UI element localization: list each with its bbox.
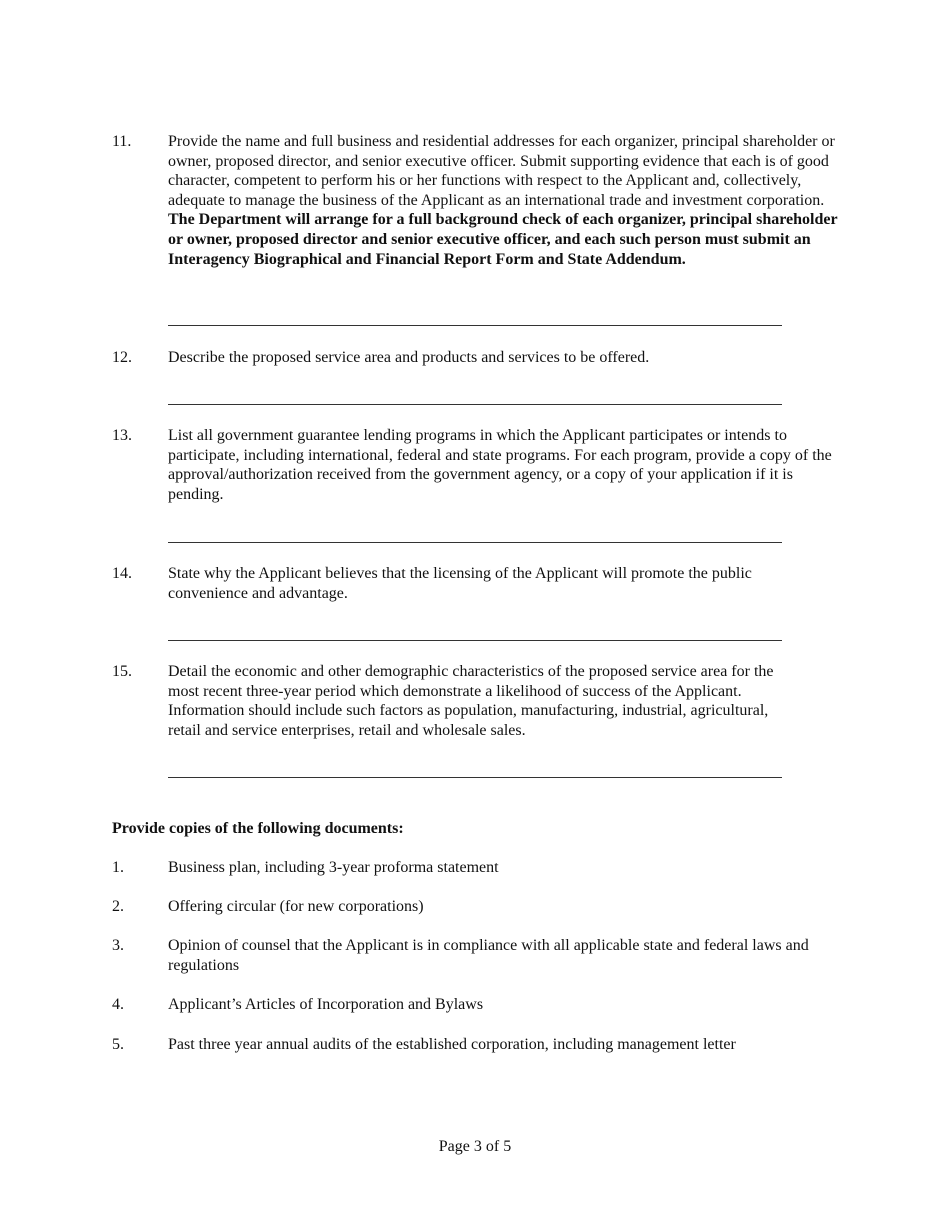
question-item bbox=[112, 132, 842, 269]
answer-line bbox=[168, 640, 782, 641]
document-number: 3. bbox=[112, 937, 124, 954]
answer-line bbox=[168, 325, 782, 326]
question-item bbox=[112, 348, 842, 368]
question-item bbox=[112, 564, 842, 603]
question-text: State why the Applicant believes that the licensing of the Applicant will promote the public convenience and advantage. bbox=[168, 565, 752, 602]
question-number: 15. bbox=[112, 663, 132, 680]
document-item bbox=[112, 936, 842, 975]
answer-line bbox=[168, 404, 782, 405]
question-item bbox=[112, 426, 842, 504]
question-number: 14. bbox=[112, 565, 132, 582]
document-item bbox=[112, 897, 842, 917]
answer-line bbox=[168, 777, 782, 778]
document-text: Past three year annual audits of the established corporation, including management letter bbox=[168, 1036, 736, 1053]
question-body: Provide the name and full business and residential addresses for each organizer, principal shareholder or owner, proposed director, and senior executive officer. Submit supporting evidence that each is of good character, competent to perform his or her functions with respect to the Applicant and, collectively, adequate to manage the business of the Applicant as an international trade and investment corporation. bbox=[168, 133, 835, 209]
question-text: Describe the proposed service area and products and services to be offered. bbox=[168, 349, 650, 366]
document-number: 2. bbox=[112, 898, 124, 915]
question-text: Detail the economic and other demographic characteristics of the proposed service area for the most recent three-year period which demonstrate a likelihood of success of the Applicant. Information should include such factors as population, manufacturing, industrial, agricultural, retail and service enterprises, retail and wholesale sales. bbox=[168, 663, 774, 739]
document-text: Offering circular (for new corporations) bbox=[168, 898, 424, 915]
question-item bbox=[112, 662, 842, 740]
document-text: Applicant’s Articles of Incorporation and Bylaws bbox=[168, 996, 484, 1013]
documents-heading: Provide copies of the following documents: bbox=[112, 820, 404, 837]
document-text: Opinion of counsel that the Applicant is in compliance with all applicable state and federal laws and regulations bbox=[168, 937, 809, 974]
question-text bbox=[168, 132, 844, 269]
document-number: 5. bbox=[112, 1036, 124, 1053]
document-text: Business plan, including 3-year proforma statement bbox=[168, 859, 499, 876]
document-item bbox=[112, 858, 842, 878]
answer-line bbox=[168, 542, 782, 543]
document-number: 1. bbox=[112, 859, 124, 876]
question-number: 12. bbox=[112, 349, 132, 366]
document-number: 4. bbox=[112, 996, 124, 1013]
document-item bbox=[112, 1035, 842, 1055]
question-text: List all government guarantee lending programs in which the Applicant participates or intends to participate, including international, federal and state programs. For each program, provide a copy of the approval/authorization received from the government agency, or a copy of your application if it is pending. bbox=[168, 427, 832, 503]
question-bold-notice: The Department will arrange for a full background check of each organizer, principal shareholder or owner, proposed director and senior executive officer, and each such person must submit an Interagency Biographical and Financial Report Form and State Addendum. bbox=[168, 211, 838, 268]
question-number: 11. bbox=[112, 133, 132, 150]
document-item bbox=[112, 995, 842, 1015]
page-number: Page 3 of 5 bbox=[438, 1138, 512, 1155]
question-number: 13. bbox=[112, 427, 132, 444]
